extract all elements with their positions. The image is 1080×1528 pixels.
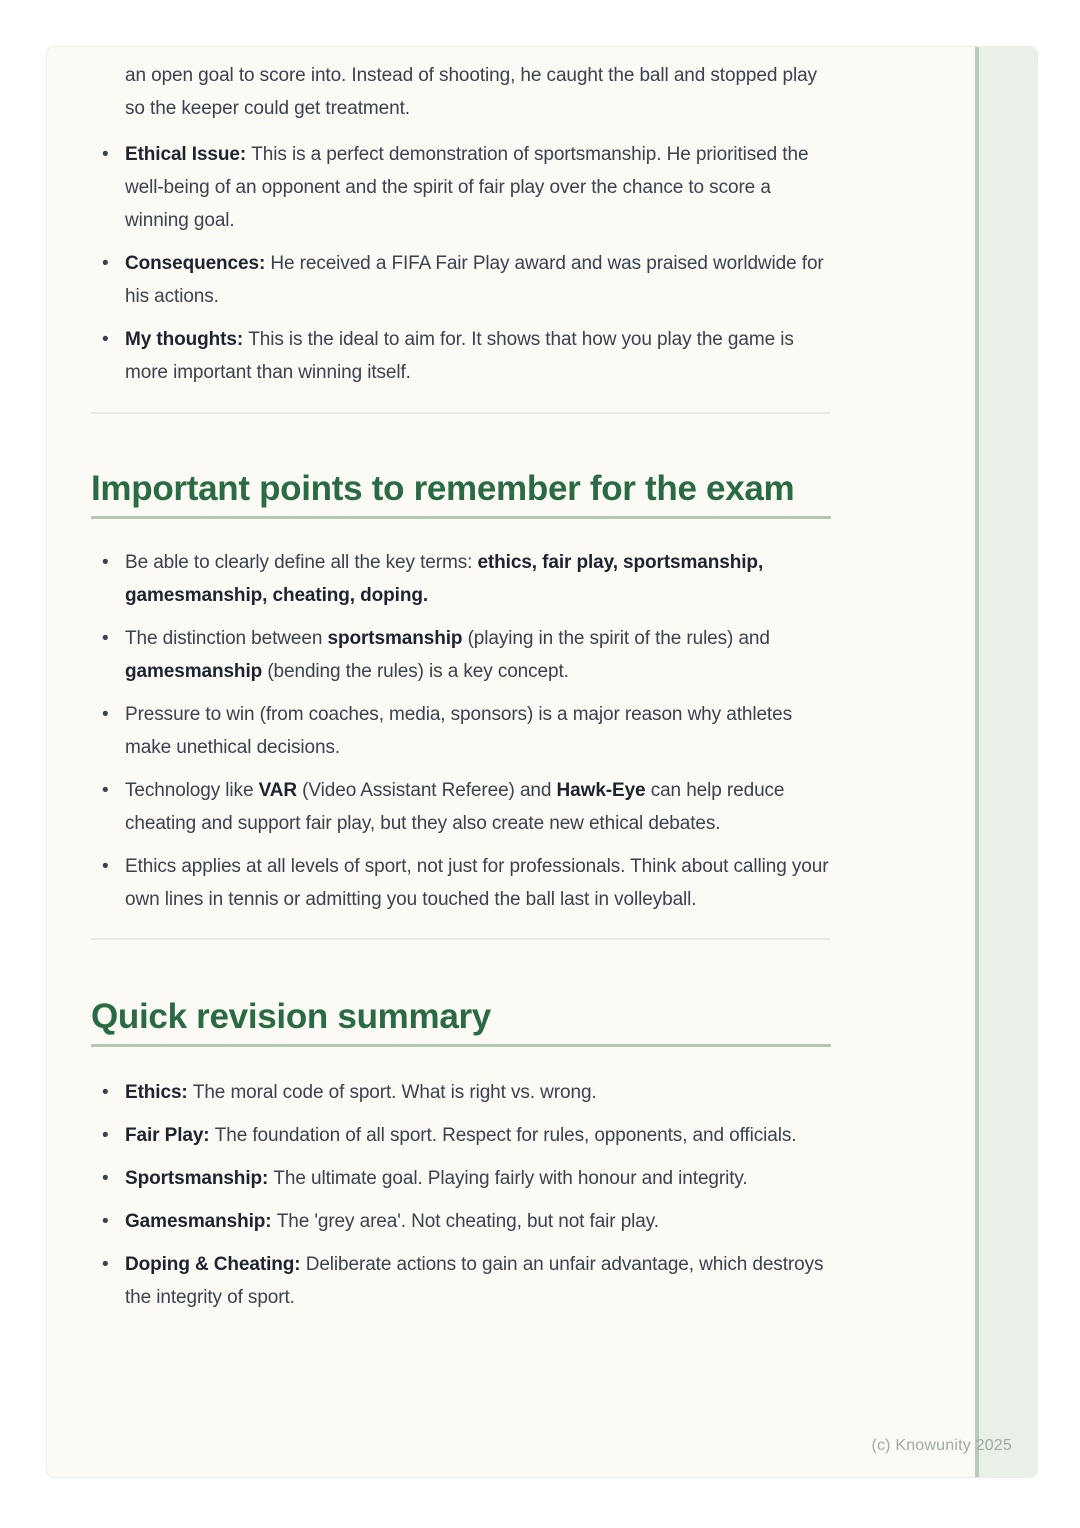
bullet-dot-icon: • [102, 704, 109, 725]
list-item [91, 622, 831, 688]
page-edge-strip [975, 47, 1037, 1477]
list-item [91, 774, 831, 840]
bullet-dot-icon: • [102, 329, 109, 350]
copyright-notice: (c) Knowunity 2025 [871, 1437, 1012, 1454]
revision-summary-bullet-list [91, 1076, 831, 1314]
heading-underline [91, 1044, 831, 1047]
page-content [91, 47, 831, 1314]
list-item [91, 1162, 831, 1195]
bullet-dot-icon: • [102, 253, 109, 274]
list-item-text: The distinction between sportsmanship (playing in the spirit of the rules) and gamesmanship (bending the rules) is a key concept. [125, 628, 770, 682]
notes-page-card [46, 46, 1038, 1478]
section-divider [91, 412, 831, 414]
section-heading-revision-summary: Quick revision summary [91, 997, 491, 1036]
list-item-text: My thoughts: This is the ideal to aim for. It shows that how you play the game is more important than winning itself. [125, 329, 794, 383]
list-item [91, 138, 831, 237]
bullet-dot-icon: • [102, 144, 109, 165]
list-item [91, 1076, 831, 1109]
bullet-dot-icon: • [102, 1254, 109, 1275]
bullet-dot-icon: • [102, 1125, 109, 1146]
section-divider [91, 938, 831, 940]
heading-underline [91, 516, 831, 519]
exam-points-bullet-list [91, 546, 831, 916]
list-item-text: Consequences: He received a FIFA Fair Play award and was praised worldwide for his actions. [125, 253, 824, 307]
list-item-text: Be able to clearly define all the key terms: ethics, fair play, sportsmanship, gamesmanship, cheating, doping. [125, 552, 764, 606]
list-item-text: Doping & Cheating: Deliberate actions to gain an unfair advantage, which destroys the integrity of sport. [125, 1254, 824, 1308]
bullet-dot-icon: • [102, 1211, 109, 1232]
list-item-text: Pressure to win (from coaches, media, sponsors) is a major reason why athletes make unethical decisions. [125, 704, 792, 758]
list-item-text: Ethical Issue: This is a perfect demonstration of sportsmanship. He prioritised the well-being of an opponent and the spirit of fair play over the chance to score a winning goal. [125, 144, 809, 231]
bullet-dot-icon: • [102, 628, 109, 649]
bullet-dot-icon: • [102, 780, 109, 801]
list-item [91, 850, 831, 916]
list-item [91, 698, 831, 764]
bullet-dot-icon: • [102, 552, 109, 573]
list-item [91, 247, 831, 313]
list-item-text: Fair Play: The foundation of all sport. Respect for rules, opponents, and officials. [125, 1125, 797, 1146]
list-item [91, 323, 831, 389]
section-heading-exam-points: Important points to remember for the exam [91, 469, 795, 508]
list-item-text: Ethics applies at all levels of sport, not just for professionals. Think about calling your own lines in tennis or admitting you touched the ball last in volleyball. [125, 856, 829, 910]
case-study-continuation-text: an open goal to score into. Instead of shooting, he caught the ball and stopped play so the keeper could get treatment. [125, 65, 817, 119]
list-item [91, 1248, 831, 1314]
list-item [91, 1205, 831, 1238]
bullet-dot-icon: • [102, 856, 109, 877]
list-item [91, 546, 831, 612]
list-item [91, 1119, 831, 1152]
list-item-text: Gamesmanship: The 'grey area'. Not cheating, but not fair play. [125, 1211, 659, 1232]
case-study-bullet-list [91, 138, 831, 389]
list-item-text: Ethics: The moral code of sport. What is right vs. wrong. [125, 1082, 597, 1103]
bullet-dot-icon: • [102, 1082, 109, 1103]
bullet-dot-icon: • [102, 1168, 109, 1189]
list-item-text: Sportsmanship: The ultimate goal. Playing fairly with honour and integrity. [125, 1168, 748, 1189]
list-item-text: Technology like VAR (Video Assistant Referee) and Hawk-Eye can help reduce cheating and support fair play, but they also create new ethical debates. [125, 780, 785, 834]
